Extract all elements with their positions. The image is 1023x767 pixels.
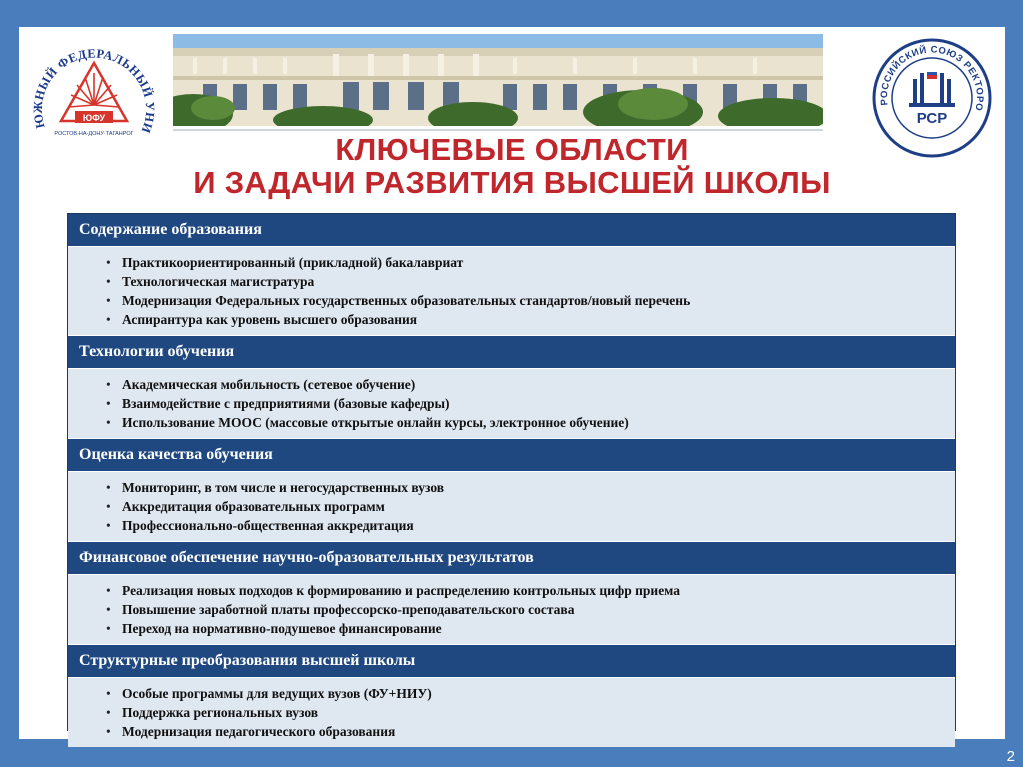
title-line-2: И ЗАДАЧИ РАЗВИТИЯ ВЫСШЕЙ ШКОЛЫ xyxy=(193,165,831,200)
list-item: • Мониторинг, в том числе и негосударственных вузов xyxy=(122,478,955,497)
section-header-structure: Структурные преобразования высшей школы xyxy=(68,644,955,677)
section-header-finance: Финансовое обеспечение научно-образовательных результатов xyxy=(68,541,955,574)
section-body-finance xyxy=(68,574,955,644)
bullet-list xyxy=(68,678,955,747)
rsr-arc-text: РОССИЙСКИЙ СОЮЗ РЕКТОРО xyxy=(878,44,986,113)
list-item: • Практикоориентированный (прикладной) бакалавриат xyxy=(122,253,955,272)
list-item: • Реализация новых подходов к формированию и распределению контрольных цифр приема xyxy=(122,581,955,600)
section-body-content xyxy=(68,246,955,335)
list-item: • Поддержка региональных вузов xyxy=(122,703,955,722)
slide xyxy=(19,27,1005,739)
section-body-structure xyxy=(68,677,955,747)
banner-divider xyxy=(173,129,823,131)
bullet-list xyxy=(68,369,955,438)
bullet-list xyxy=(68,575,955,644)
list-item: • Профессионально-общественная аккредитация xyxy=(122,516,955,535)
sfedu-arc-text: ЮЖНЫЙ ФЕДЕРАЛЬНЫЙ УНИ xyxy=(30,46,158,136)
list-item: • Модернизация педагогического образования xyxy=(122,722,955,741)
list-item: • Особые программы для ведущих вузов (ФУ+НИУ) xyxy=(122,684,955,703)
section-header-quality: Оценка качества обучения xyxy=(68,438,955,471)
key-areas-table xyxy=(67,213,956,739)
slide-title xyxy=(19,133,1005,199)
bullet-list xyxy=(68,472,955,541)
section-header-content: Содержание образования xyxy=(68,214,955,246)
list-item: • Технологическая магистратура xyxy=(122,272,955,291)
section-body-quality xyxy=(68,471,955,541)
list-item: • Использование МООС (массовые открытые онлайн курсы, электронное обучение) xyxy=(122,413,955,432)
list-item: • Взаимодействие с предприятиями (базовые кафедры) xyxy=(122,394,955,413)
list-item: • Аспирантура как уровень высшего образования xyxy=(122,310,955,329)
list-item: • Модернизация Федеральных государственных образовательных стандартов/новый перечень xyxy=(122,291,955,310)
rsr-abbr: РСР xyxy=(916,110,948,127)
list-item: • Аккредитация образовательных программ xyxy=(122,497,955,516)
bullet-list xyxy=(68,247,955,335)
sfedu-city: РОСТОВ-НА-ДОНУ·ТАГАНРОГ xyxy=(54,131,134,137)
page-number: 2 xyxy=(1006,748,1015,765)
section-header-technologies: Технологии обучения xyxy=(68,335,955,368)
list-item: • Повышение заработной платы профессорско-преподавательского состава xyxy=(122,600,955,619)
building-photo xyxy=(173,34,823,126)
list-item: • Переход на нормативно-подушевое финансирование xyxy=(122,619,955,638)
title-line-1: КЛЮЧЕВЫЕ ОБЛАСТИ xyxy=(335,132,689,167)
sfedu-abbr: ЮФУ xyxy=(82,113,106,123)
list-item: • Академическая мобильность (сетевое обучение) xyxy=(122,375,955,394)
section-body-technologies xyxy=(68,368,955,438)
